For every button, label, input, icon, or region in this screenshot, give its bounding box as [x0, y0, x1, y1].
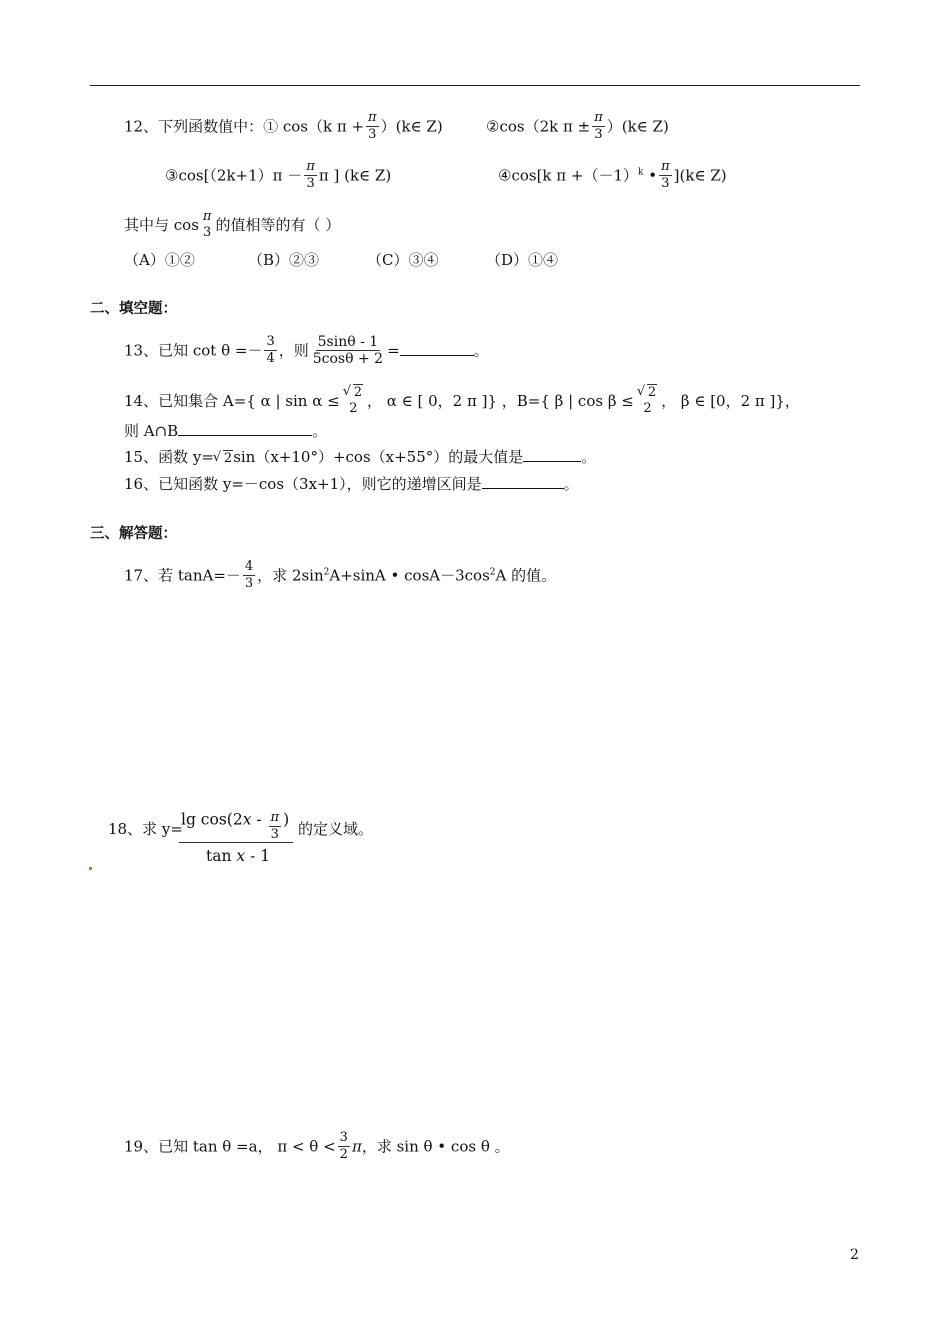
section-heading-solutions: 三、解答题： [90, 526, 177, 542]
q12-choice-d: （D）①④ [486, 251, 559, 269]
pi-over-3-fraction: π 3 [202, 209, 212, 240]
q14-line2: 则 A∩B 。 [124, 422, 328, 440]
pi-over-3-fraction: $\frac{\pi}{3}$ [594, 110, 603, 142]
q18-tail: 的定义域。 [298, 820, 374, 838]
pi-over-3-fraction: $\frac{\pi}{3}$ [368, 110, 377, 142]
sqrt2-over-2-fraction: √ 2 2 [636, 385, 659, 417]
q17: 17、若 tanA=－ $\frac{4}{3}$ ，求 $2\sin^2A+\sin A$ • $\cos A-3\cos^2A$ 的值。 [124, 559, 557, 591]
section-heading-fill-in: 二、填空题： [90, 301, 177, 317]
q12-option-4: ④cos[k $\pi +(-1)^k$ • $\frac{\pi}{3}$ ](k∈ Z) [498, 159, 727, 191]
pi-over-3-fraction: $\frac{\pi}{3}$ [306, 159, 315, 191]
pi-over-3-fraction: $\frac{\pi}{3}$ [661, 159, 670, 191]
answer-blank[interactable] [482, 474, 564, 489]
q13: 13、已知 cot θ =－ $\frac{3}{4}$ ，则 $\frac{5\sin\theta - 1}{5\cos\theta + 2}$ = 。 [124, 334, 489, 367]
q18-fraction-bar [179, 842, 293, 843]
q12-option-2: ②cos（2k π ± $\frac{\pi}{3}$ ）(k∈ Z) [486, 110, 669, 142]
fraction-3-2: $\frac{3}{2}$ [339, 1130, 348, 1162]
q12-line1: 12、下列函数值中：① cos（k π + $\frac{\pi}{3}$ ）(k∈ Z) [124, 110, 443, 142]
pi-over-3-fraction: $\frac{\pi}{3}$ [270, 810, 280, 842]
q18-label: 18、求 y= [108, 820, 183, 838]
page-number: 2 [850, 1247, 859, 1263]
stray-mark [89, 867, 92, 870]
sqrt2-over-2-fraction: √ 2 2 [342, 385, 365, 417]
answer-blank[interactable] [400, 341, 474, 356]
answer-blank[interactable] [178, 421, 312, 436]
q12-choice-c: （C）③④ [367, 251, 439, 269]
q14-line1: 14、已知集合 A={ α | sin α ≤ √ 2 2 ， α ∈ [ 0，2 π ]} ，B={ β | cos β ≤ √ 2 2 ， β ∈ [0，2 π ]}， [124, 386, 800, 418]
q12-choice-b: （B）②③ [248, 251, 320, 269]
fraction-3-4: $\frac{3}{4}$ [266, 334, 275, 366]
fraction-4-3: $\frac{4}{3}$ [244, 559, 254, 591]
header-rule [90, 85, 860, 86]
q12-line2: ③cos[（2k+1）π － $\frac{\pi}{3}$ π ] (k∈ Z) [165, 159, 392, 191]
q16: 16、已知函数 y=－cos（3x+1），则它的递增区间是 。 [124, 475, 579, 493]
q19: 19、已知 tan θ =a， π < θ < $\frac{3}{2}$ π，求 sin θ • cos θ 。 [124, 1130, 510, 1162]
q18-numerator: lg cos(2x - $\frac{\pi}{3}$ ) [181, 810, 290, 842]
q18-denominator: tan x - 1 [206, 847, 271, 865]
q12-choice-a: （A）①② [124, 251, 195, 269]
answer-blank[interactable] [523, 447, 581, 462]
q15: 15、函数 y=√ 2sin（x+10°）+cos（x+55°）的最大值是 。 [124, 447, 596, 469]
q12-line3: 其中与 cos π 3 的值相等的有（ ） [124, 209, 341, 240]
fraction-sin-cos: $\frac{5\sin\theta - 1}{5\cos\theta + 2}$ [312, 334, 384, 367]
